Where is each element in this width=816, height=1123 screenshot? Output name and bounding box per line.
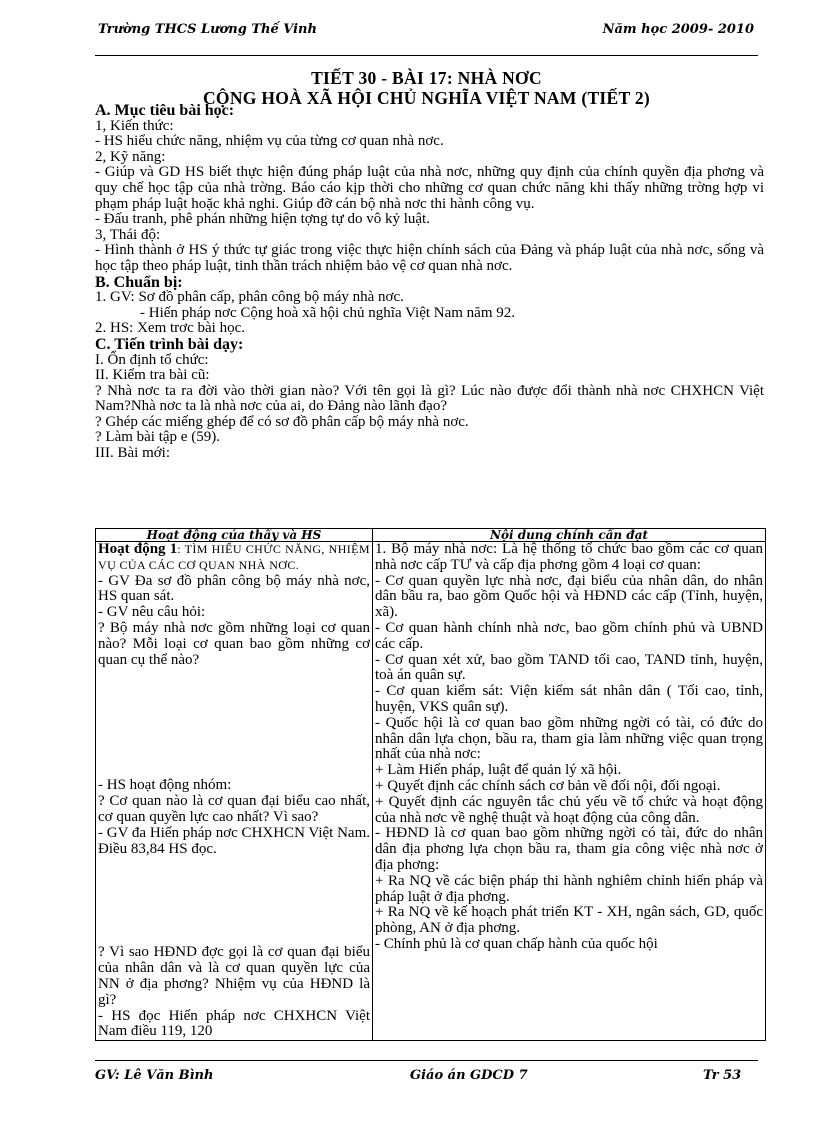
paragraph: ? Nhà nơc ta ra đời vào thời gian nào? Với tên gọi là gì? Lúc nào được đổi thành nhà nơc CHXHCN Việt Nam?Nhà nơc ta là nhà nơc của ai, do Đảng nào lãnh đạo? — [95, 382, 764, 415]
list-item: ? Vì sao HĐND đợc gọi là cơ quan đại biểu của nhân dân và là cơ quan quyền lực của NN ở địa phơng? Nhiệm vụ của HĐND là gì? — [98, 944, 370, 1008]
paragraph: 1. GV: Sơ đồ phân cấp, phân công bộ máy nhà nơc. — [95, 289, 404, 306]
spacer — [98, 668, 370, 778]
list-item: + Quyết định các nguyên tắc chủ yếu về tổ chức và hoạt động của nhà nơc về nghệ thuật và hoạt động của công dân. — [375, 793, 763, 826]
list-item: + Ra NQ về các biện pháp thi hành nghiêm chỉnh hiến pháp và pháp luật ở địa phơng. — [375, 872, 763, 905]
list-item: + Quyết định các chính sách cơ bản về đối nội, đối ngoại. — [375, 777, 721, 794]
lesson-title: TIẾT 30 - BÀI 17: NHÀ NƠC — [311, 68, 542, 88]
paragraph: 2, Kỹ năng: — [95, 148, 166, 165]
lesson-body — [95, 103, 764, 462]
paragraph: 2. HS: Xem trơc bài học. — [95, 320, 245, 337]
list-item: ? Bộ máy nhà nơc gồm những loại cơ quan nào? Mỗi loại cơ quan bao gồm những cơ quan cụ thể nào? — [98, 619, 370, 668]
activity-label: Hoạt động 1 — [98, 541, 178, 557]
paragraph: ? Làm bài tập e (59). — [95, 429, 220, 446]
list-item: - HS đọc Hiến pháp nơc CHXHCN Việt Nam điều 119, 120 — [98, 1007, 370, 1040]
content-cell — [373, 542, 766, 1041]
activities-cell — [96, 542, 373, 1041]
paragraph: 1, Kiến thức: — [95, 117, 174, 134]
table-header-left: Hoạt động của thầy và HS — [96, 529, 373, 542]
paragraph: 3, Thái độ: — [95, 226, 161, 243]
list-item: - GV Đa sơ đồ phân công bộ máy nhà nơc, HS quan sát. — [98, 572, 370, 605]
spacer — [98, 857, 370, 945]
list-item: 1. Bộ máy nhà nơc: Là hệ thống tổ chức bao gồm các cơ quan nhà nơc cấp TƯ và cấp địa phơng gồm 4 loại cơ quan: — [375, 541, 763, 573]
list-item: - Quốc hội là cơ quan bao gồm những ngời có tài, có đức do nhân dân lựa chọn, bầu ra, tham gia làm những việc quan trọng nhất của nhà nơc: — [375, 714, 763, 763]
section-heading: A. Mục tiêu bài học: — [95, 102, 235, 119]
lesson-subtitle: CỘNG HOÀ XÃ HỘI CHỦ NGHĨA VIỆT NAM (TIẾT 2) — [202, 88, 651, 108]
paragraph: - Hình thành ở HS ý thức tự giác trong việc thực hiện chính sách của Đảng và pháp luật của nhà nơc, sống và học tập theo pháp luật, tinh thần trách nhiệm bảo vệ cơ quan nhà nơc. — [95, 242, 764, 274]
paragraph: II. Kiểm tra bài cũ: — [95, 367, 210, 384]
activity-heading — [98, 542, 370, 574]
paragraph: - Hiến pháp nơc Cộng hoà xã hội chủ nghĩa Việt Nam năm 92. — [140, 304, 516, 321]
header-divider — [95, 55, 758, 56]
footer-teacher: GV: Lê Văn Bình — [95, 1068, 214, 1083]
table-header-right: Nội dung chính cần đạt — [373, 529, 766, 542]
activity-title: : TÌM HIỂU CHỨC NĂNG, NHIỆM VỤ CỦA CÁC CƠ QUAN NHÀ NƠC. — [98, 542, 370, 572]
lesson-table — [95, 528, 766, 1041]
paragraph: - Đấu tranh, phê phán những hiện tợng tự do vô kỷ luật. — [95, 211, 430, 228]
header-year: Năm học 2009- 2010 — [602, 22, 754, 37]
paragraph: I. Ổn định tổ chức: — [95, 351, 209, 368]
list-item: - Cơ quan xét xử, bao gồm TAND tối cao, TAND tỉnh, huyện, toà án quân sự. — [375, 651, 763, 684]
table-row — [96, 542, 766, 1041]
section-heading: B. Chuẩn bị: — [95, 273, 183, 291]
footer-subject: Giáo án GDCD 7 — [410, 1068, 528, 1083]
list-item: - GV nêu câu hỏi: — [98, 604, 206, 621]
list-item: - Cơ quan hành chính nhà nơc, bao gồm chính phủ và UBND các cấp. — [375, 619, 763, 652]
list-item: - Chính phủ là cơ quan chấp hành của quốc hội — [375, 935, 658, 952]
list-item: - GV đa Hiến pháp nơc CHXHCN Việt Nam. Điều 83,84 HS đọc. — [98, 824, 370, 857]
list-item: + Ra NQ về kế hoạch phát triển KT - XH, ngân sách, GD, quốc phòng, AN ở địa phơng. — [375, 904, 763, 937]
paragraph: - Giúp và GD HS biết thực hiện đúng pháp luật của nhà nơc, những quy định của chính quyền địa phơng và quy chế học tập của nhà trờng. Báo cáo kịp thời cho những cơ quan chức năng khi thấy những trờng hợp vi phạm pháp luật hoặc khả nghi. Giúp đỡ cán bộ nhà nơc thi hành công vụ. — [95, 164, 764, 212]
list-item: - Cơ quan kiểm sát: Viện kiểm sát nhân dân ( Tối cao, tỉnh, huyện, VKS quân sự). — [375, 683, 763, 715]
list-item: - HĐND là cơ quan bao gồm những ngời có tài, đức do nhân dân địa phơng lựa chọn bầu ra, tham gia công việc nhà nơc ở địa phơng: — [375, 825, 763, 873]
table-header-row — [96, 529, 766, 542]
footer-divider — [95, 1060, 758, 1061]
footer-page-number: Tr 53 — [703, 1068, 742, 1083]
paragraph: - HS hiểu chức năng, nhiệm vụ của từng cơ quan nhà nơc. — [95, 133, 444, 150]
paragraph: III. Bài mới: — [95, 445, 170, 462]
header-school: Trường THCS Lương Thế Vinh — [98, 22, 317, 37]
paragraph: ? Ghép các miếng ghép để có sơ đồ phân cấp bộ máy nhà nơc. — [95, 413, 469, 430]
list-item: - HS hoạt động nhóm: — [98, 777, 232, 794]
list-item: + Làm Hiến pháp, luật để quản lý xã hội. — [375, 762, 622, 779]
list-item: - Cơ quan quyền lực nhà nơc, đại biểu của nhân dân, do nhân dân bầu ra, bao gồm Quốc hội và HĐND các cấp (Tỉnh, huyện, xã). — [375, 572, 763, 621]
list-item: ? Cơ quan nào là cơ quan đại biểu cao nhất, cơ quan quyền lực cao nhất? Vì sao? — [98, 793, 370, 825]
section-heading: C. Tiến trình bài dạy: — [95, 335, 244, 353]
